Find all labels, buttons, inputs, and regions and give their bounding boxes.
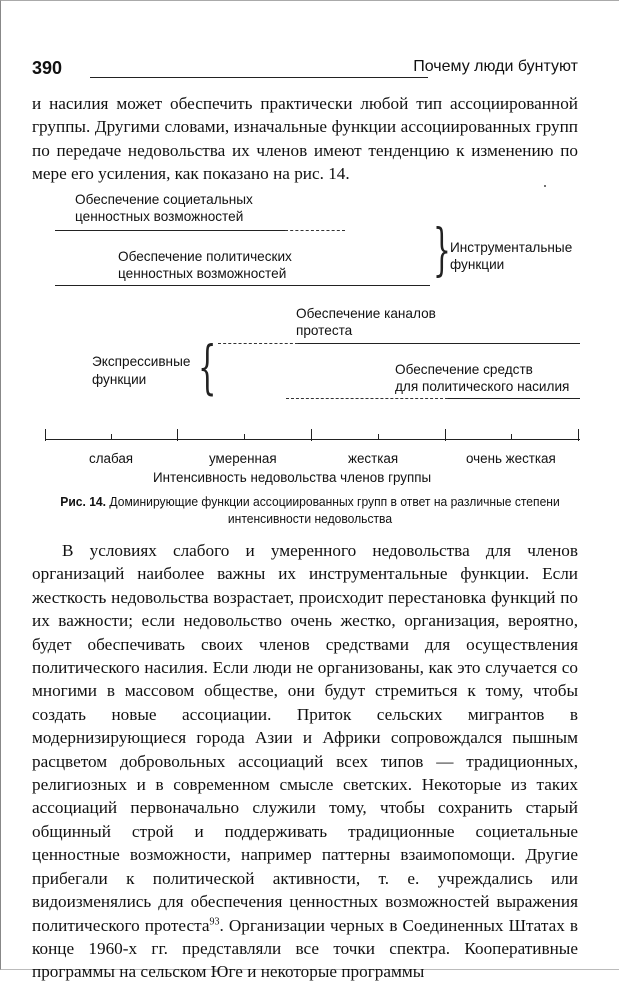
label-violence-line1: Обеспечение средств: [395, 362, 533, 377]
line-violence-dashed: [286, 398, 448, 399]
label-expressive-line1: Экспрессивные: [92, 354, 191, 369]
label-instrumental-line1: Инструментальные: [450, 240, 573, 255]
axis-category-very-severe: очень жесткая: [466, 451, 556, 466]
label-societal-line1: Обеспечение социетальных: [75, 192, 253, 207]
axis-category-weak: слабая: [89, 451, 134, 466]
page-header: [32, 58, 578, 84]
axis-tick: [177, 429, 178, 441]
axis-category-moderate: умеренная: [209, 451, 277, 466]
intro-paragraph: [32, 92, 578, 186]
line-protest-dashed: [218, 343, 298, 344]
label-political-line1: Обеспечение политических: [118, 249, 292, 264]
label-political-line2: ценностных возможностей: [118, 266, 287, 281]
line-protest-solid: [298, 343, 580, 344]
label-instrumental-line2: функции: [450, 257, 505, 272]
header-rule: [90, 77, 428, 78]
axis-tick: [244, 434, 245, 440]
label-protest-line1: Обеспечение каналов: [296, 306, 436, 321]
caption-label: Рис. 14.: [60, 494, 107, 509]
axis-tick: [511, 434, 512, 440]
label-expressive-line2: функции: [92, 372, 147, 387]
axis-tick: [445, 429, 446, 441]
intro-text: и насилия может обеспечить практически любой тип ассоциированной группы. Другими словами, изначальные функции ассоциированных групп по передаче недовольства их членов имеют тенденцию к изменению по мере его усиления, как показано на рис. 14.: [32, 94, 578, 184]
body-text: [32, 539, 578, 984]
figure-14-diagram: [0, 185, 620, 490]
footnote-ref: 93: [209, 915, 220, 927]
axis-tick: [45, 429, 46, 441]
axis-tick: [578, 429, 579, 441]
axis-tick: [111, 434, 112, 440]
running-title: Почему люди бунтуют: [413, 58, 578, 75]
label-societal-line2: ценностных возможностей: [75, 209, 244, 224]
label-violence-line2: для политического насилия: [395, 379, 570, 394]
body-text-part1: В условиях слабого и умеренного недовольства для членов организаций наиболее важны их инструментальные функции. Если жесткость недовольства возрастает, происходит перестановка функций по их важности; если недовольство очень жестко, организация, вероятно, будет обеспечивать своих членов средствами для осуществления политического насилия. Если люди не организованы, как это случается со многими в массовом обществе, они будут стремиться к тому, чтобы создать новые ассоциации. Приток сельских мигрантов в модернизирующиеся города Азии и Африки сопровождался пышным расцветом добровольных ассоциаций всех типов — традиционных, религиозных и в современном смысле светских. Некоторые из таких ассоциаций первоначально служили тому, чтобы сохранить старый общинный строй и поддерживать традиционные социетальные ценностные возможности, например паттерны взаимопомощи. Другие прибегали к политической активности, т. е. учреждались или видоизменялись для обеспечения ценностных возможностей выражения политического протеста: [32, 541, 578, 935]
label-protest-line2: протеста: [296, 323, 353, 338]
caption-text: Доминирующие функции ассоциированных групп в ответ на различные степени интенсивности недовольства: [109, 494, 560, 526]
body-paragraph: [32, 539, 578, 984]
left-brace-icon: {: [198, 333, 217, 401]
line-violence-solid: [448, 398, 580, 399]
axis-tick: [311, 429, 312, 441]
axis-title: Интенсивность недовольства членов группы: [153, 470, 432, 485]
axis-category-severe: жесткая: [348, 451, 399, 466]
page-number: 390: [32, 58, 63, 78]
right-brace-icon: }: [433, 218, 451, 283]
body-text-part2: . Организации черных в Соединенных Штатах в конце 1960-х гг. представляли все точки спектра. Кооперативные программы на сельском Юге и некоторые программы: [32, 915, 578, 982]
line-societal-dashed: [285, 230, 345, 231]
axis-tick: [378, 434, 379, 440]
figure-caption: [59, 493, 561, 527]
line-societal-solid: [55, 230, 285, 231]
line-political-solid: [55, 285, 430, 286]
intensity-axis: [45, 439, 580, 440]
